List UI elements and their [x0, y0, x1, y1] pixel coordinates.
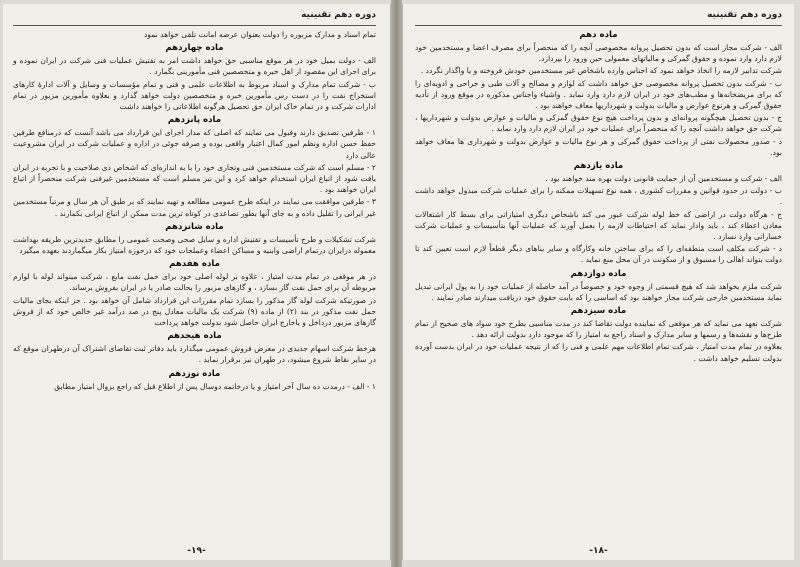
article-heading: ماده هفدهم — [169, 259, 220, 270]
paragraph: شرکت تعهد می نماید که هر موقعی که نماینده دولت تقاضا کند در مدت مناسبی بطرح خود سواد های صحیح از تمام طرح‌ها و نقشه‌ها و رسمها و سایر مدارک و اسناد راجع به امتیاز را که موجود دارد بدولت ارائه دهد . — [415, 319, 782, 340]
paragraph: در صورتیکه شرکت لوله گاز مذکور را بسازد تمام مقررات این قرارداد شامل آن خواهد بود . جز اینکه بجای مالیات حمل نفت مذکور در بند (۲) از ماده (۹) شرکت یک مالیات معادل پنج در صد درآمد غیر خالص خود که از فروش گازهای مزبور درداخل و یاخارج ایران حاصل شود بدولت خواهد پرداخت — [13, 295, 377, 328]
paragraph: بعلاوه در تمام مدت امتیاز ، شرکت تمام اطلاعات مهم علمی و فنی را که از نتیجه عملیات خود در ایران بدست آورده بدولت تسلیم خواهد داشت . — [415, 342, 782, 363]
article-heading: ماده چهاردهم — [165, 43, 224, 54]
paragraph: ۱ - الف - درمدت ده سال آخر امتیاز و یا درخاتمه دوسال پس از اطلاع قبل که راجع بزوال امتیاز مطابق — [54, 381, 376, 391]
article-heading: ماده سیزدهم — [570, 306, 627, 317]
paragraph: شرکت تدابیر لازمه را اتخاذ خواهد نمود که اجناس وارده باشخاص غیر مستخدمین خودش فروخته و یا واگذار نگردد . — [420, 66, 782, 76]
article-heading: ماده دوازدهم — [570, 268, 627, 279]
paragraph: ب - شرکت تمام مدارک و اسناد مربوط به اطلاعات علمی و فنی و تمام مؤسسات و وسایل و آلات ادارهٔ کارهای استخراج نفت را در دست رس مأمورین خبره و متخصصین دولت خواهد گذارد و بعلاوه مأمورین مزبور در تمام ادارات شرکت و در تمام خاک ایران حق تحصیل هرگونه اطلاعاتی را خواهند داشت — [13, 79, 376, 112]
paragraph: شرکت تشکیلات و طرح تأسیسات و تفتیش اداره و سایل صحی وصحت عمومی را مطابق جدیدترین طریقه بهداشت معموله درایران درتمام اراضی وابنیه و مساکن اعضاء وعملجات خود که درحوزه امتیاز بکار میگماردند بعهده میگیرد — [13, 234, 376, 256]
paragraph: ب - دولت در حدود قوانین و مقررات کشوری ، همه نوع تسهیلات ممکنه را برای عملیات شرکت مبذول خواهد داشت . — [415, 186, 782, 207]
article-heading: ماده شانزدهم — [165, 221, 224, 232]
paragraph: د - شرکت مکلف است منطقه‌ای را که برای ساختن خانه وکارگاه و سایر بناهای دیگر قطعاً لازم است تعیین کند تا دولت بتواند اهالی را مسبوق و از سکونت در آن محل منع نماید . — [415, 244, 782, 265]
paragraph: ج - هرگاه دولت در اراضی که خط لوله شرکت عبور می کند باشخاص دیگری امتیازاتی برای بسط کار اشتغالات معادن اعطاء کند ، باید وادار نماید که احتیاطات لازمه را بعمل آورند که عملیات آنها بتأسیسات و عملیات شرکت خساراتی وارد نسازد . — [415, 209, 782, 242]
paragraph: د - صدور محصولات نفتی از پرداخت حقوق گمرکی و هر نوع مالیات و عوارض بدولت و شهرداری ها معاف خواهد بود. — [415, 136, 782, 157]
left-page — [3, 4, 391, 560]
page-number: -۱۸- — [589, 546, 608, 556]
paragraph: هرخط شرکت اسهام جدیدی در معرض فروش عمومی میگذارد باید دفاتر ثبت تقاضای اشتراک آن درطهران موقع که در سایر نقاط شروع میشود، در طهران نیز برقرار نماید . — [13, 344, 376, 365]
page-body — [415, 29, 782, 364]
page-body — [13, 29, 376, 392]
article-heading: ماده هیجدهم — [167, 331, 222, 342]
paragraph: الف - شرکت و مستخدمین آن از حمایت قانونی دولت بهره مند خواهند بود . — [545, 174, 782, 184]
paragraph: ۲ - مسلم است که شرکت مستخدمین فنی وتجاری خود را با به اندازه‌ای که اشخاص ذی صلاحیت و با تجربه در ایران یافت شود از اتباع ایران استخدام خواهد کرد و این نیز مسلم است که مستخدمین غیرفنی شرکت منحصراً از اتباع ایران خواهند بود . — [13, 162, 376, 195]
article-heading: ماده پانزدهم — [167, 115, 222, 126]
paragraph: ج - بدون تحصیل هیچگونه پروانه‌ای و بدون پرداخت هیچ نوع حقوق گمرکی و مالیات و عوارض بدولت و شهرداریها ، شرکت حق خواهد داشت آنچه را که منحصراً برای عملیات خود در ایران لازم دارد وارد نماید . — [415, 113, 782, 134]
page-header: دوره دهم تقنینیه — [415, 10, 782, 26]
paragraph: تمام اسناد و مدارک مزبوره را دولت بعنوان عرضه امانت تلقی خواهد نمود — [143, 30, 376, 39]
right-page — [402, 4, 794, 560]
paragraph: ۳ - طرفین موافقت می نمایند در اینکه طرح عمومی مطالعه و تهیه نمایند که بر طبق آن هر سال و مرتباً مستخدمین غیر ایرانی را تقلیل داده و به جای آنها بطور تصاعدی در کوتاه ترین مدت ممکن از اتباع ایرانی بکمارند . — [13, 197, 376, 218]
paragraph: ۱ - طرفین تصدیق دارند وقبول می نمایند که اصلی که مدار اجرای این قرارداد می باشد آنست که درمنافع طرفین حفظ حسن اداره ونظم امور کمال اعتبار واقعی بوده و صرفه جوئی در اداره و عملیات شرکت در ایران مشروعیت عالی دارد — [13, 128, 376, 160]
book-gutter — [391, 0, 402, 567]
paragraph: الف - شرکت مجاز است که بدون تحصیل پروانه مخصوصی آنچه را که منحصراً برای مصرف اعضا و مستخدمین خود لازم دارد وارد نموده و حقوق گمرکی و مالیاتهای معمولی حین ورود را بپردازد. — [415, 43, 782, 64]
paragraph: در هر موقعی در تمام مدت امتیاز ، علاوه بر لوله اصلی خود برای حمل نفت مایع ، شرکت میتواند لوله با لوازم مربوطه آن برای حمل نفت گاز بسازد ، و گازهای مزبور را بحالت صادر یا در ایران بفروش برساند. — [13, 272, 376, 293]
paragraph: ب - شرکت بدون تحصیل پروانه مخصوصی حق خواهد داشت که لوازم و مصالح و آلات طبی و جراحی و ادویه‌ای را که برای مریضخانه‌ها و مطب‌های خود در ایران لازم دارد وارد نماید . واشیاء واجناس مذکوره در موقع ورود از تأدیه حقوق گمرکی و هرنوع عوارض و مالیات بدولت و شهرداریها معاف خواهند بود . — [415, 78, 782, 111]
page-number: -۱۹- — [187, 546, 206, 556]
article-heading: ماده نوزدهم — [168, 368, 221, 379]
article-heading: ماده یازدهم — [573, 161, 624, 172]
paragraph: الف - دولت بمیل خود در هر موقع مناسبی حق خواهد داشت امر به تفتیش عملیات فنی شرکت در ایران نموده و برای اجرای این مقصود از اهل خبره و متخصصین فنی مأمورینی بگمارد . — [13, 56, 376, 77]
article-heading: ماده دهم — [579, 30, 618, 40]
page-header: دوره دهم تقنینیه — [13, 10, 376, 26]
paragraph: شرکت ملزم بخواهد شد که هیچ قسمتی از وجوه خود و خصوصاً در آمد حاصله از عملیات خود را به پول ایرانی تبدیل نماید مستخدمین خارجی شرکت مجاز خواهند بود که اساسی را که بابت حقوق خود دریافت میدارند صادر نمایند . — [415, 281, 782, 302]
